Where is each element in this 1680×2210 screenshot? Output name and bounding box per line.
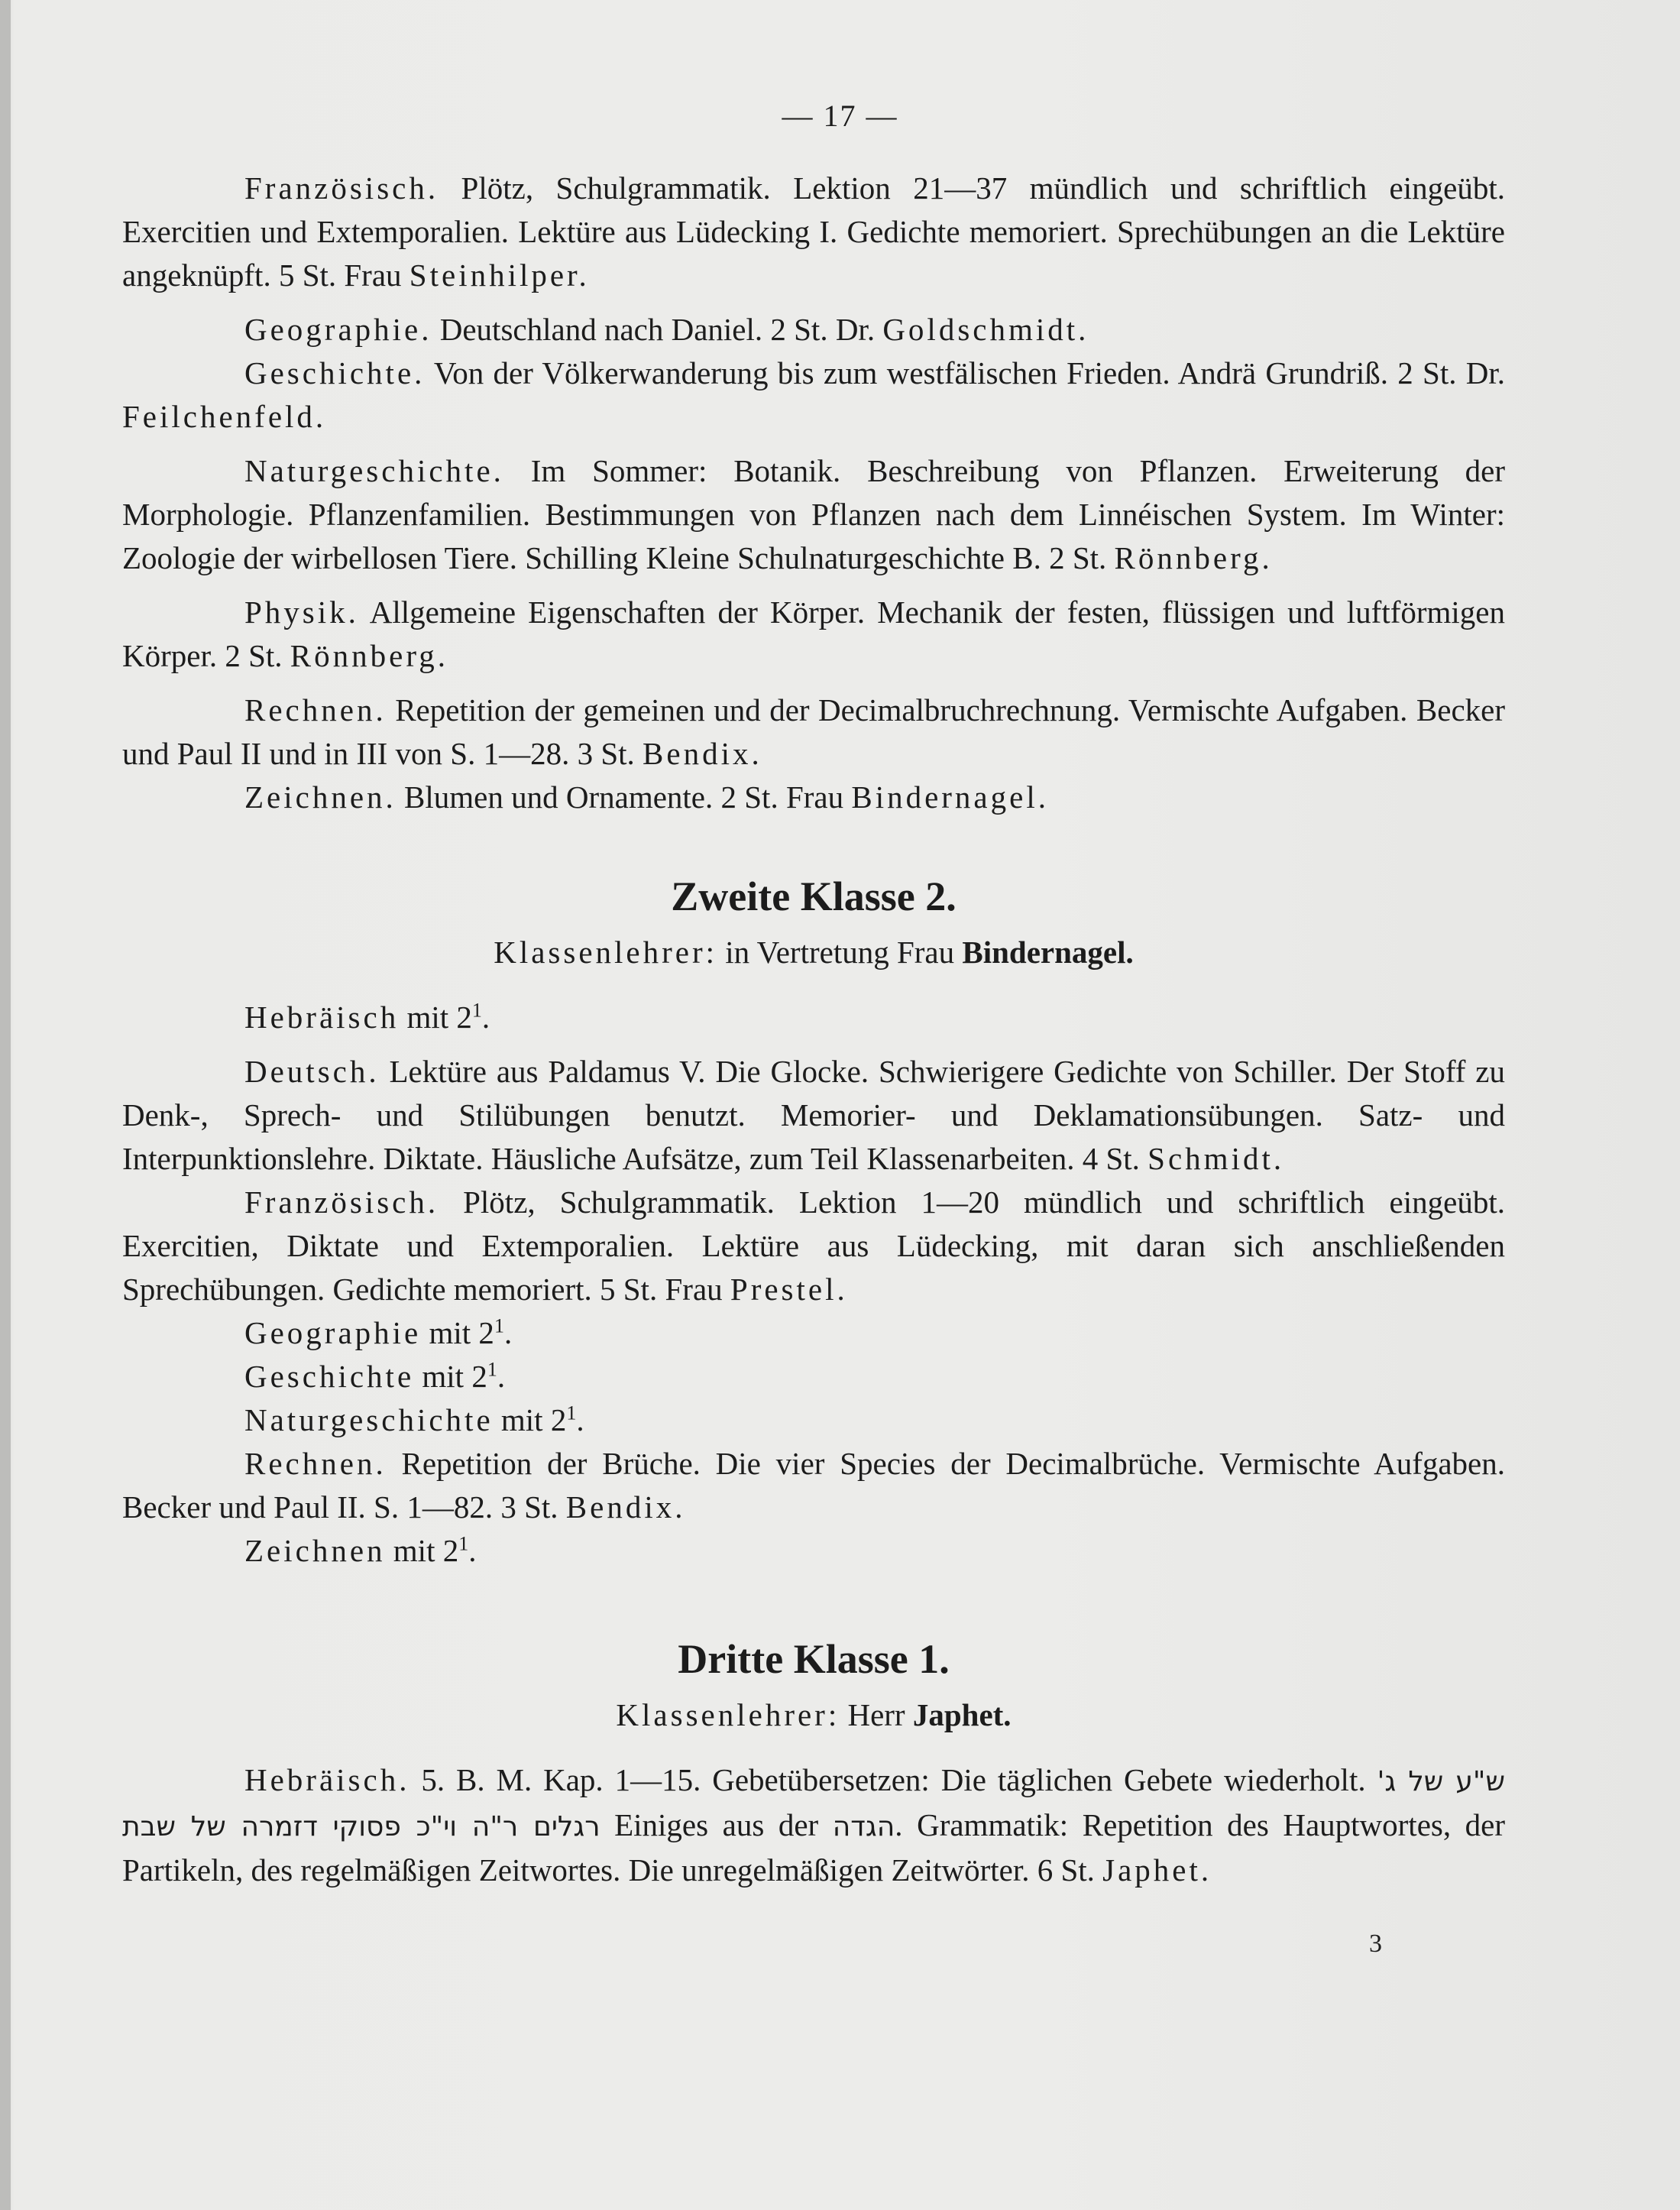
subject-label: Geschichte. (244, 355, 426, 390)
hebrew-text: ש"ע של ג' רגלים ר"ה וי"כ פסוקי דזמרה של שבת (122, 1766, 1505, 1842)
binding-edge (0, 0, 11, 2210)
teacher-name: Bendix. (643, 736, 762, 771)
paragraph-geschichte-2: Geschichte mit $2^1$. (244, 1358, 506, 1394)
section-heading-zweite-klasse: Zweite Klasse 2. (671, 873, 957, 919)
paragraph-naturgeschichte: Naturgeschichte. Im Sommer: Botanik. Beschreibung von Pflanzen. Erweiterung der Morphologie. Pflanzenfamilien. Bestimmungen von Pflanzen nach dem Linnéischen System. Im Winter: Zoologie der wirbellosen Tiere. Schilling Kleine Schulnaturgeschichte B. 2 St. Rönnberg. (122, 453, 1505, 575)
page-number: — 17 — (782, 99, 898, 133)
subject-label: Geschichte (244, 1359, 415, 1394)
subject-label: Hebräisch (244, 1000, 400, 1035)
document-body (122, 167, 1505, 1892)
paragraph-geographie-2: Geographie mit $2^1$. (244, 1314, 513, 1350)
teacher-name: Japhet. (1102, 1852, 1212, 1888)
subject-label: Zeichnen. (244, 779, 397, 815)
paragraph-physik: Physik. Allgemeine Eigenschaften der Körper. Mechanik der festen, flüssigen und luftförmigen Körper. 2 St. Rönnberg. (122, 595, 1505, 673)
subject-label: Geographie. (244, 312, 432, 347)
paragraph-zeichnen-2: Zeichnen mit $2^1$. (244, 1532, 477, 1568)
klassenlehrer-line: Klassenlehrer: Herr Japhet. (616, 1697, 1012, 1732)
teacher-name: Goldschmidt. (882, 312, 1089, 347)
subject-label: Zeichnen (244, 1533, 386, 1568)
teacher-name: Schmidt. (1148, 1141, 1285, 1176)
subject-label: Französisch. (244, 170, 439, 206)
subject-label: Rechnen. (244, 692, 387, 727)
teacher-name: Feilchenfeld. (122, 399, 327, 434)
teacher-name: Rönnberg. (290, 638, 449, 673)
klassenlehrer-line: Klassenlehrer: in Vertretung Frau Bindernagel. (494, 935, 1134, 970)
paragraph-hebraeisch-3: Hebräisch. 5. B. M. Kap. 1—15. Gebetübersetzen: Die täglichen Gebete wiederholt. ש"ע של ג' רגלים ר"ה וי"כ פסוקי דזמרה של שבת Einiges aus der הגדה. Grammatik: Repetition des Hauptwortes, der Partikeln, des regelmäßigen Zeitwortes. Die unregelmäßigen Zeitwörter. 6 St. Japhet. (122, 1762, 1506, 1888)
subject-label: Deutsch. (244, 1054, 380, 1089)
paragraph-naturgeschichte-2: Naturgeschichte mit $2^1$. (244, 1402, 584, 1437)
teacher-name: Rönnberg. (1114, 540, 1273, 575)
paragraph-geschichte: Geschichte. Von der Völkerwanderung bis zum westfälischen Frieden. Andrä Grundriß. 2 St. Dr. Feilchenfeld. (122, 355, 1505, 434)
signature-mark: 3 (1369, 1930, 1382, 1958)
subject-label: Physik. (244, 595, 359, 630)
teacher-name: Bendix. (565, 1489, 686, 1525)
subject-label: Naturgeschichte (244, 1402, 494, 1437)
teacher-name: Steinhilper. (409, 258, 590, 293)
hebrew-text: הגדה (832, 1811, 895, 1842)
paragraph-hebraeisch: Hebräisch mit $2^1$. (244, 999, 490, 1035)
paragraph-franzoesisch-2: Französisch. Plötz, Schulgrammatik. Lektion 1—20 mündlich und schriftlich eingeübt. Exercitien, Diktate und Extemporalien. Lektüre aus Lüdecking, mit daran sich anschließenden Sprechübungen. Gedichte memoriert. 5 St. Frau Prestel. (122, 1184, 1505, 1307)
teacher-name: Bindernagel. (851, 779, 1049, 815)
paragraph-franzoesisch: Französisch. Plötz, Schulgrammatik. Lektion 21—37 mündlich und schriftlich eingeübt. Exercitien und Extemporalien. Lektüre aus Lüdecking I. Gedichte memoriert. Sprechübungen an die Lektüre angeknüpft. 5 St. Frau Steinhilper. (122, 170, 1505, 293)
paragraph-rechnen-2: Rechnen. Repetition der Brüche. Die vier Species der Decimalbrüche. Vermischte Aufgaben. Becker und Paul II. S. 1—82. 3 St. Bendix. (122, 1446, 1505, 1525)
subject-label: Naturgeschichte. (244, 453, 504, 488)
paragraph-geographie: Geographie. Deutschland nach Daniel. 2 St. Dr. Goldschmidt. (244, 312, 1089, 347)
paragraph-zeichnen: Zeichnen. Blumen und Ornamente. 2 St. Frau Bindernagel. (244, 779, 1049, 815)
paragraph-rechnen: Rechnen. Repetition der gemeinen und der Decimalbruchrechnung. Vermischte Aufgaben. Becker und Paul II und in III von S. 1—28. 3 St. Bendix. (122, 692, 1505, 771)
teacher-name: Prestel. (730, 1272, 848, 1307)
subject-label: Rechnen. (244, 1446, 387, 1481)
paragraph-deutsch: Deutsch. Lektüre aus Paldamus V. Die Glocke. Schwierigere Gedichte von Schiller. Der Stoff zu Denk-, Sprech- und Stilübungen benutzt. Memorier- und Deklamationsübungen. Satz- und Interpunktionslehre. Diktate. Häusliche Aufsätze, zum Teil Klassenarbeiten. 4 St. Schmidt. (122, 1054, 1505, 1176)
subject-label: Französisch. (244, 1184, 439, 1220)
subject-label: Hebräisch. (244, 1762, 410, 1797)
section-heading-dritte-klasse: Dritte Klasse 1. (678, 1636, 950, 1682)
subject-label: Geographie (244, 1315, 422, 1350)
